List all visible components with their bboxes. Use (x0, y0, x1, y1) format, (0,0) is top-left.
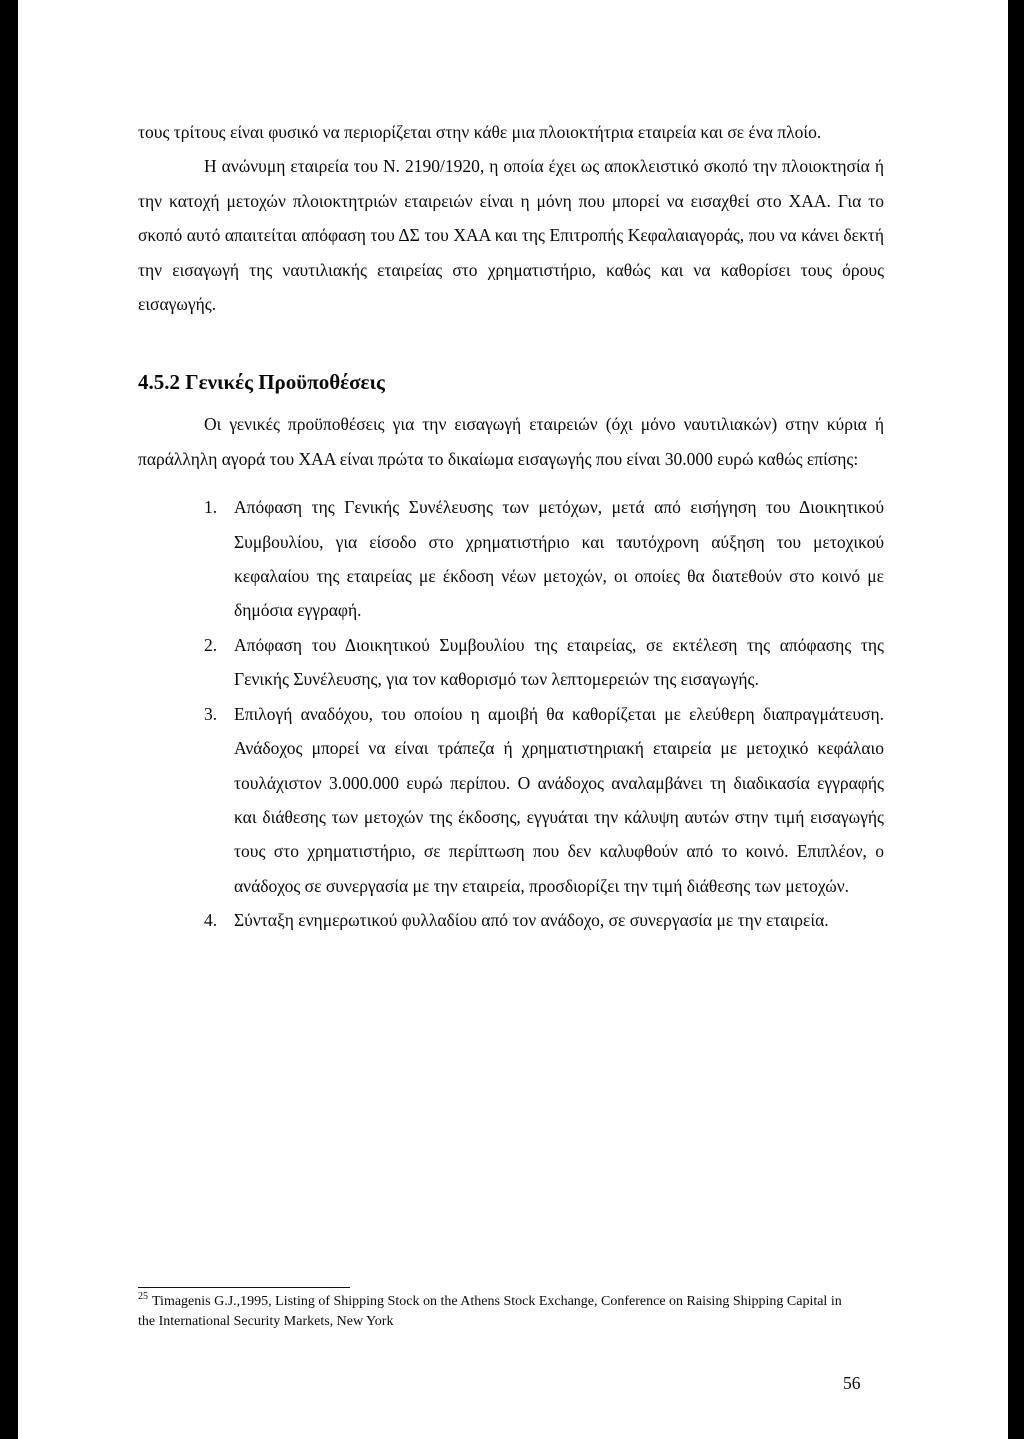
list-item-number: 3. (204, 703, 218, 724)
list-item (138, 628, 884, 697)
list-item-text: Σύνταξη ενημερωτικού φυλλαδίου από τον ανάδοχο, σε συνεργασία με την εταιρεία. (234, 910, 829, 931)
document-body (138, 115, 884, 938)
footnote-separator (138, 1287, 350, 1288)
list-gap (138, 476, 884, 490)
list-item-text: Απόφαση της Γενικής Συνέλευσης των μετόχων, μετά από εισήγηση του Διοικητικού Συμβουλίου, για είσοδο στο χρηματιστήριο και ταυτόχρονη αύξηση του μετοχικού κεφαλαίου της εταιρείας με έκδοση νέων μετοχών, οι οποίες θα διατεθούν στο κοινό με δημόσια εγγραφή. (234, 497, 884, 621)
footnote-marker: 25 (138, 1291, 148, 1303)
list-item-number: 2. (204, 634, 218, 655)
section-heading: 4.5.2 Γενικές Προϋποθέσεις (138, 370, 385, 395)
list-item-text: Επιλογή αναδόχου, του οποίου η αμοιβή θα καθορίζεται με ελεύθερη διαπραγμάτευση. Ανάδοχος μπορεί να είναι τράπεζα ή χρηματιστηριακή εταιρεία με μετοχικό κεφάλαιο τουλάχιστον 3.000.000 ευρώ περίπου. Ο ανάδοχος αναλαμβάνει τη διαδικασία εγγραφής και διάθεσης των μετοχών της έκδοσης, εγγυάται την κάλυψη αυτών στην τιμή εισαγωγής τους στο χρηματιστήριο, σε περίπτωση που δεν καλυφθούν από το κοινό. Επιπλέον, ο ανάδοχος σε συνεργασία με την εταιρεία, προσδιορίζει την τιμή διάθεσης των μετοχών. (234, 703, 884, 896)
footnote (138, 1292, 858, 1332)
requirements-list (138, 490, 884, 937)
list-item-text: Απόφαση του Διοικητικού Συμβουλίου της εταιρείας, σε εκτέλεση της απόφασης της Γενικής Συνέλευσης, για τον καθορισμό των λεπτομερειών της εισαγωγής. (234, 634, 884, 690)
paragraph-shipping-company: Η ανώνυμη εταιρεία του Ν. 2190/1920, η οποία έχει ως αποκλειστικό σκοπό την πλοιοκτησία ή την κατοχή μετοχών πλοιοκτητριών εταιρειών είναι η μόνη που μπορεί να εισαχθεί στο ΧΑΑ. Για το σκοπό αυτό απαιτείται απόφαση του ΔΣ του ΧΑΑ και της Επιτροπής Κεφαλαιαγοράς, που να κάνει δεκτή την εισαγωγή της ναυτιλιακής εταιρείας στο χρηματιστήριο, καθώς και να καθορίσει τους όρους εισαγωγής. (138, 156, 884, 315)
paragraph-continuation: τους τρίτους είναι φυσικό να περιορίζεται στην κάθε μια πλοιοκτήτρια εταιρεία και σε ένα πλοίο. (138, 122, 822, 142)
document-page (18, 0, 1008, 1439)
list-item (138, 903, 884, 937)
list-item (138, 490, 884, 628)
list-item-number: 4. (204, 910, 218, 931)
section-gap (138, 321, 884, 367)
page-number: 56 (843, 1373, 861, 1393)
list-item-number: 1. (204, 497, 218, 518)
footnote-text: Timagenis G.J.,1995, Listing of Shipping Stock on the Athens Stock Exchange, Conference on Raising Shipping Capital in the International Security Markets, New York (138, 1294, 842, 1329)
list-item (138, 697, 884, 903)
paragraph-general-requirements: Οι γενικές προϋποθέσεις για την εισαγωγή εταιρειών (όχι μόνο ναυτιλιακών) στην κύρια ή παράλληλη αγορά του ΧΑΑ είναι πρώτα το δικαίωμα εισαγωγής που είναι 30.000 ευρώ καθώς επίσης: (138, 414, 884, 469)
